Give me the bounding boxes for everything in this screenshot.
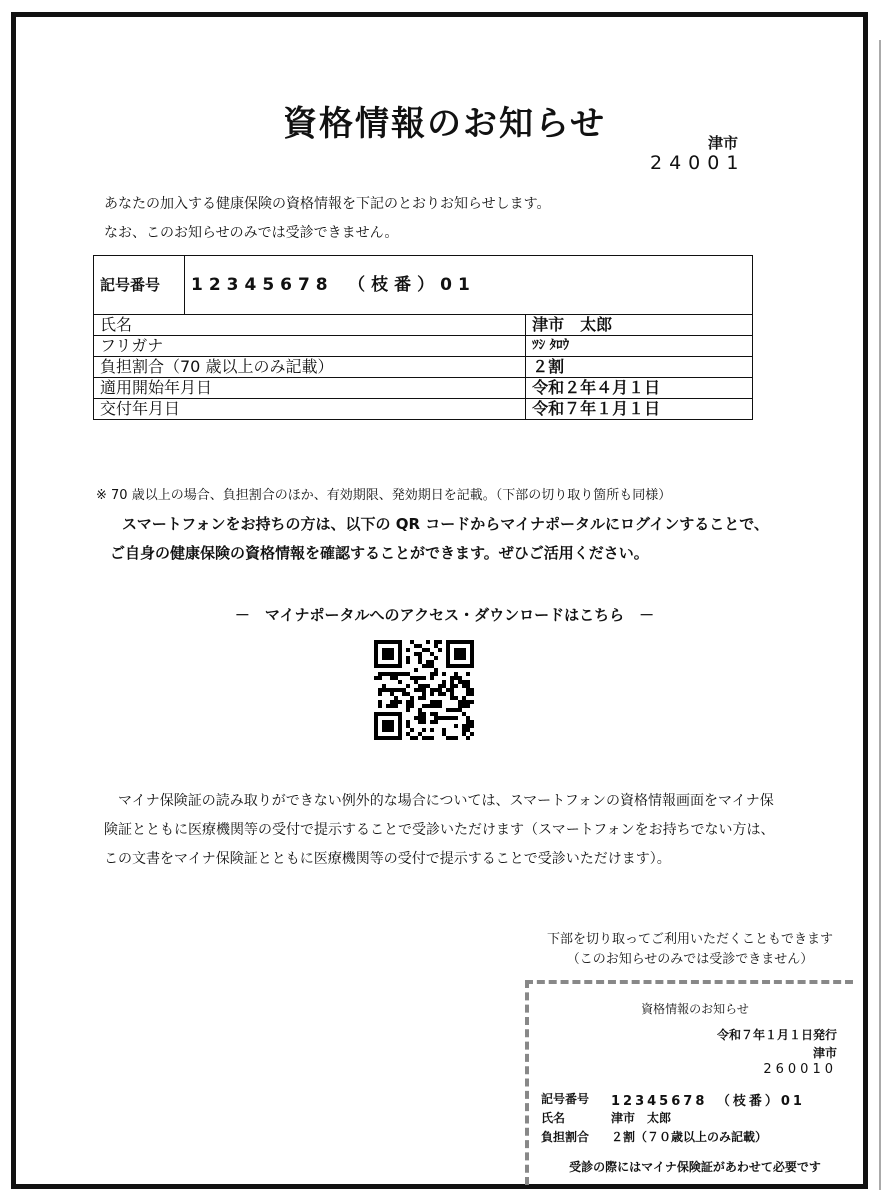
number-value: 12345678 （枝番）01 [185,256,753,315]
table-row [94,315,753,336]
row-value-issue-date: 令和７年１月１日 [526,399,753,420]
card-issued-date: 令和７年１月１日発行 [716,1028,837,1042]
cut-guide-line-1: 下部を切り取ってご利用いただくこともできます [546,932,833,947]
card-number-value: 12345678 （枝番）01 [611,1094,805,1109]
exception-paragraph: マイナ保険証の読み取りができない例外的な場合については、スマートフォンの資格情報画面をマイナ保険証とともに医療機関等の受付で提示することで受診いただけます（スマートフォンをお持ちでない方は、この文書をマイナ保険証とともに医療機関等の受付で提示することで受診いただけます）。 [104,793,775,867]
eligibility-table [93,255,753,420]
card-footer: 受診の際にはマイナ保険証があわせて必要です [569,1160,821,1174]
row-label-start-date: 適用開始年月日 [94,378,526,399]
row-value-name: 津市 太郎 [526,315,753,336]
card-ratio-value: ２割（７０歳以上のみ記載） [611,1130,768,1144]
card-name-label: 氏名 [541,1111,566,1125]
cut-line-left [525,980,529,1185]
card-name-value: 津市 太郎 [611,1111,672,1125]
card-number-row [541,1090,805,1109]
row-value-ratio: ２割 [526,357,753,378]
issuer-name: 津市 [708,134,739,152]
intro-line-2: なお、このお知らせのみでは受診できません。 [104,225,399,241]
table-row [94,399,753,420]
row-value-start-date: 令和２年４月１日 [526,378,753,399]
card-number-label: 記号番号 [541,1092,590,1106]
issuer-code: 24001 [650,152,746,174]
table-row [94,357,753,378]
card-ratio-row [541,1128,768,1145]
row-label-kana: フリガナ [94,336,526,357]
cut-guide [520,930,860,970]
row-value-kana: ﾂｼ ﾀﾛｳ [526,336,753,357]
document-title: 資格情報のお知らせ [283,104,606,144]
card-code: 260010 [763,1062,837,1077]
card-title: 資格情報のお知らせ [641,1002,749,1016]
age-note: ※ 70 歳以上の場合、負担割合のほか、有効期限、発効期日を記載。（下部の切り取り箇所も同様） [96,488,672,503]
card-ratio-label: 負担割合 [541,1130,590,1144]
table-row [94,336,753,357]
card-issuer: 津市 [812,1046,837,1060]
table-row [94,378,753,399]
row-label-name: 氏名 [94,315,526,336]
access-heading: － マイナポータルへのアクセス・ダウンロードはこちら － [234,606,655,624]
smartphone-line-1: スマートフォンをお持ちの方は、以下の QR コードからマイナポータルにログインすることで、 [122,515,769,533]
intro-line-1: あなたの加入する健康保険の資格情報を下記のとおりお知らせします。 [104,196,551,212]
cut-line-top [525,980,853,984]
mynaportal-qr-code[interactable] [374,640,474,740]
row-label-ratio: 負担割合（70 歳以上のみ記載） [94,357,526,378]
smartphone-line-2: ご自身の健康保険の資格情報を確認することができます。ぜひご活用ください。 [110,544,649,562]
number-label: 記号番号 [94,256,185,315]
cut-guide-line-2: （このお知らせのみでは受診できません） [566,952,814,967]
card-name-row [541,1109,672,1126]
row-label-issue-date: 交付年月日 [94,399,526,420]
number-row [94,256,753,315]
